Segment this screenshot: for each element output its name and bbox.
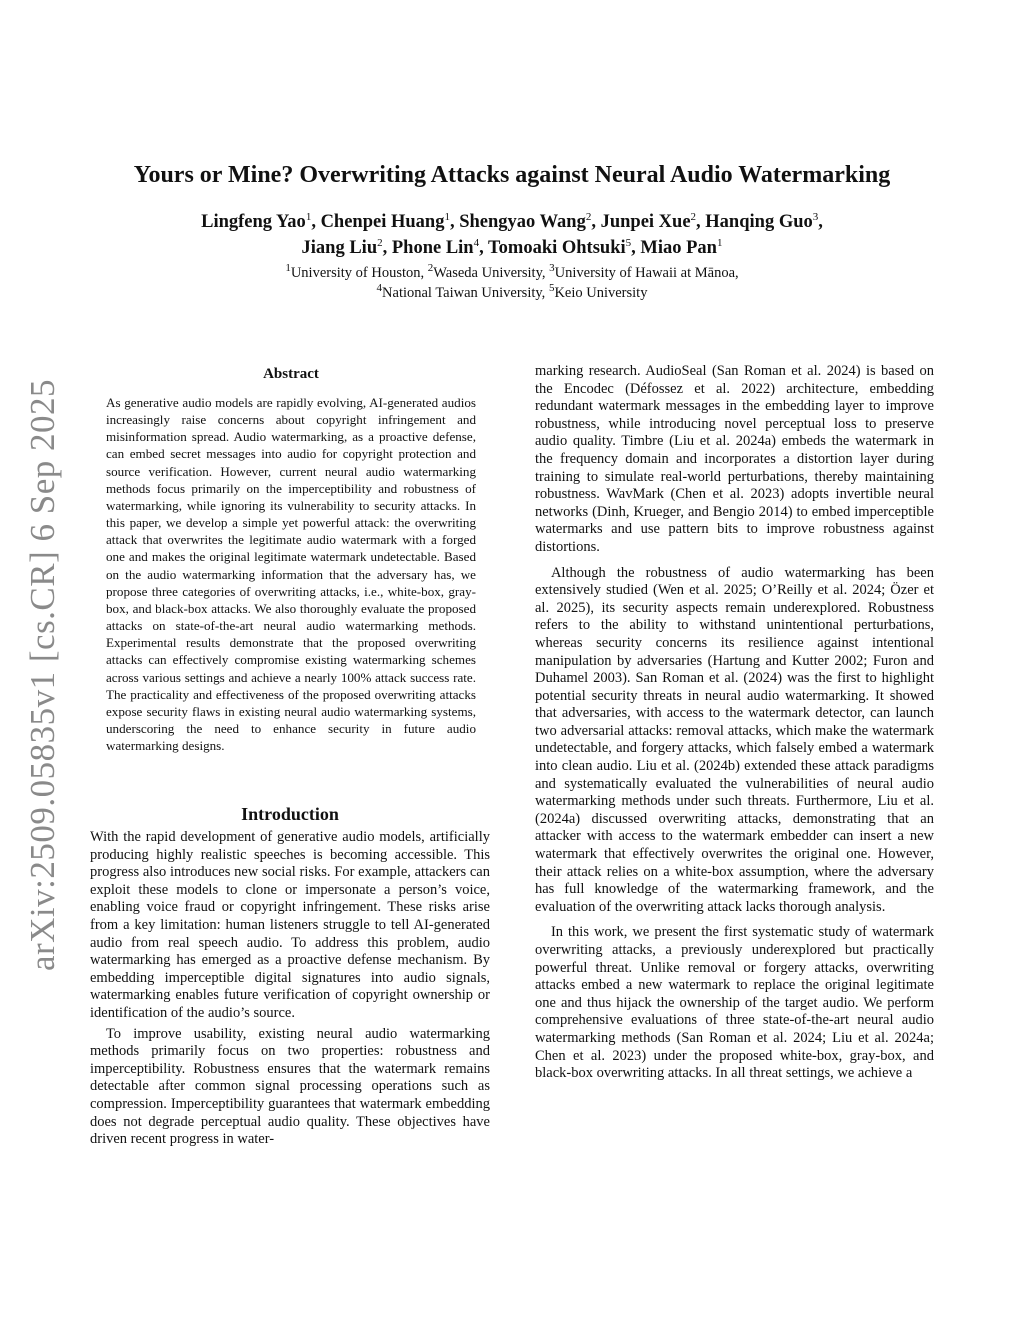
paragraph: With the rapid development of generative audio models, artificially producing highly realistic speeches is becoming accessible. This progress also introduces new social risks. For example, attackers can exploit these models to clone or impersonate a person’s voice, enabling voice fraud or copyright infringement. These risks arise from a key limitation: human listeners struggle to tell AI-generated audio from real speech audio. To address this problem, audio watermarking has emerged as a proactive defense mechanism. By embedding imperceptible digital signatures into audio signals, watermarking enables future verification of copyright ownership or identification of the audio’s source. <box>90 829 490 1021</box>
author-line-1 <box>0 209 1024 235</box>
author-separator: , <box>479 238 489 258</box>
affiliation-mark: 1 <box>285 262 291 275</box>
arxiv-identifier: arXiv:2509.05835v1 [cs.CR] 6 Sep 2025 <box>23 378 63 972</box>
author-separator: , <box>311 212 321 232</box>
author-name: Miao Pan <box>640 238 717 258</box>
author-separator: , <box>449 212 460 232</box>
affiliation-mark: 5 <box>548 282 555 295</box>
author-name: Jiang Liu <box>301 238 378 258</box>
author-name: Shengyao Wang <box>459 212 586 232</box>
author-affil-mark: 2 <box>585 210 592 223</box>
author-list <box>0 209 1024 261</box>
author-name: Phone Lin <box>391 238 474 258</box>
author-affil-mark: 1 <box>716 236 723 249</box>
author-separator: , <box>631 238 641 258</box>
introduction-body <box>90 829 490 1149</box>
paragraph: In this work, we present the first systematic study of watermark overwriting attacks, a previously underexplored but practically powerful threat. Unlike removal or forgery attacks, overwriting attacks embed a new watermark to replace the original legitimate one and thus hijack the ownership of the target audio. We perform comprehensive evaluations of three state-of-the-art neural audio watermarking methods (San Roman et al. 2024; Liu et al. 2024a; Chen et al. 2023) under the proposed white-box, gray-box, and black-box overwriting attacks. In all threat settings, we achieve a <box>535 924 934 1082</box>
author-affil-mark: 1 <box>444 210 450 223</box>
author-separator: , <box>382 238 392 258</box>
abstract-text: As generative audio models are rapidly evolving, AI-generated audios increasingly raise concerns about copyright infringement and misinformation spread. Audio watermarking, as a proactive defense, can embed secret messages into audio for copyright protection and source verification. However, current neural audio watermarking methods focus primarily on the imperceptibility and robustness of watermarking, while ignoring its vulnerability to security attacks. In this paper, we develop a simple yet powerful attack: the overwriting attack that overwrites the legitimate audio watermark with a forged one and makes the original legitimate watermark undetectable. Based on the audio watermarking information that the adversary has, we propose three categories of overwriting attacks, i.e., white-box, gray-box, and black-box attacks. We also thoroughly evaluate the proposed attacks on state-of-the-art neural audio watermarking methods. Experimental results demonstrate that the proposed overwriting attacks can effectively compromise existing watermarking schemes across various settings and achieve a nearly 100% attack success rate. The practicality and effectiveness of the proposed overwriting attacks expose security flaws in existing neural audio watermarking systems, underscoring the need to enhance security in future audio watermarking designs. <box>106 395 476 754</box>
affiliation-mark: 2 <box>427 262 434 275</box>
affiliation-line-2 <box>0 283 1024 303</box>
author-affil-mark: 4 <box>473 236 480 249</box>
affiliation-name: Keio University <box>554 285 648 301</box>
author-affil-mark: 3 <box>812 210 819 223</box>
author-name: Junpei Xue <box>600 212 691 232</box>
affiliation-line-1 <box>0 263 1024 283</box>
right-column-body <box>535 363 934 1083</box>
author-separator: , <box>591 212 601 232</box>
paragraph: marking research. AudioSeal (San Roman et al. 2024) is based on the Encodec (Défossez et al. 2022) architecture, embedding redundant watermark messages in the embedding layer to improve robustness, while introducing novel perceptual loss to preserve audio quality. Timbre (Liu et al. 2024a) embeds the watermark in the frequency domain and incorporates a distortion layer during training to simulate real-world perturbations, thereby maintaining robustness. WavMark (Chen et al. 2023) adopts invertible neural networks (Dinh, Krueger, and Bengio 2014) to embed imperceptible watermarks and use pattern bits to improve robustness against distortions. <box>535 363 934 555</box>
author-affil-mark: 2 <box>690 210 697 223</box>
introduction-heading: Introduction <box>241 804 339 824</box>
paragraph: To improve usability, existing neural audio watermarking methods primarily focus on two properties: robustness and imperceptibility. Robustness ensures that the watermark remains detectable after common signal processing operations such as compression. Imperceptibility guarantees that watermark embedding does not degrade perceptual audio quality. These objectives have driven recent progress in water- <box>90 1025 490 1148</box>
affiliation-name: University of Hawaii at Mānoa, <box>554 265 739 281</box>
paragraph: Although the robustness of audio watermarking has been extensively studied (Wen et al. 2025; O’Reilly et al. 2024; Özer et al. 2025), its security aspects remain underexplored. Robustness refers to the ability to withstand unintentional perturbations, whereas security concerns its resilience against intentional manipulation by adversaries (Hartung and Kutter 2002; Furon and Duhamel 2003). San Roman et al. (2024) was the first to highlight potential security threats in neural audio watermarking. It showed that adversaries, with access to the watermark detector, can launch two adversarial attacks: removal attacks, which make the watermark undetectable, and forgery attacks, which falsely embed a watermark into clean audio. Liu et al. (2024b) extended these attack paradigms and systematically evaluated the vulnerabilities of neural audio watermarking methods under such threats. Furthermore, Liu et al. (2024a) discussed overwriting attacks, demonstrating that an attacker with access to the watermark embedder can insert a new watermark that effectively overwrites the original one. However, their attack relies on a white-box assumption, where the adversary has full knowledge of the watermarking framework, and the evaluation of the overwriting attack lacks thorough analysis. <box>535 564 934 915</box>
author-separator: , <box>818 212 823 232</box>
author-name: Chenpei Huang <box>320 212 445 232</box>
affiliation-mark: 4 <box>376 282 383 295</box>
paper-title: Yours or Mine? Overwriting Attacks against Neural Audio Watermarking <box>133 162 891 188</box>
author-separator: , <box>696 212 706 232</box>
author-name: Lingfeng Yao <box>201 212 306 232</box>
abstract-heading: Abstract <box>263 366 319 382</box>
arxiv-margin-stamp <box>8 380 78 970</box>
author-line-2 <box>0 235 1024 261</box>
affiliation-mark: 3 <box>549 262 555 275</box>
author-affil-mark: 2 <box>377 236 383 249</box>
author-name: Hanqing Guo <box>705 212 813 232</box>
affiliation-name: Waseda University, <box>433 265 550 281</box>
author-affil-mark: 5 <box>625 236 632 249</box>
affiliation-list <box>0 263 1024 303</box>
affiliation-name: National Taiwan University, <box>382 285 549 301</box>
author-name: Tomoaki Ohtsuki <box>488 238 626 258</box>
author-affil-mark: 1 <box>305 210 312 223</box>
affiliation-name: University of Houston, <box>290 265 428 281</box>
